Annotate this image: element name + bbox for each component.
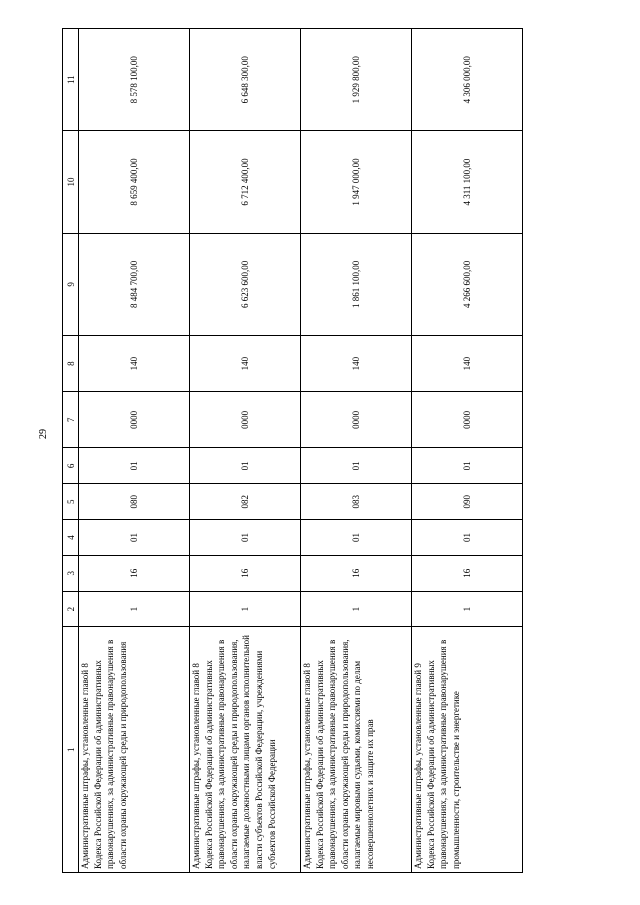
code-cell: 16 [190, 555, 301, 591]
col-header: 6 [63, 448, 79, 484]
amount-cell: 1 947 000,00 [301, 131, 412, 233]
amount-cell: 6 648 300,00 [190, 29, 301, 131]
revenue-name-cell: Административные штрафы, установленные главой 9 Кодекса Российской Федерации об административных правонарушениях, за административные правонарушения в промышленности, строительстве и энергетике [412, 627, 523, 873]
code-cell: 16 [301, 555, 412, 591]
code-cell: 090 [412, 484, 523, 520]
budget-table [62, 28, 523, 873]
table-row [412, 29, 523, 873]
col-header: 5 [63, 484, 79, 520]
col-header: 7 [63, 392, 79, 448]
col-header: 9 [63, 233, 79, 335]
code-cell: 16 [79, 555, 190, 591]
col-header: 2 [63, 591, 79, 627]
table-row [79, 29, 190, 873]
col-header: 1 [63, 627, 79, 873]
page-number: 29 [38, 429, 49, 439]
table-row [301, 29, 412, 873]
code-cell: 01 [79, 520, 190, 556]
code-cell: 140 [79, 335, 190, 391]
code-cell: 01 [190, 448, 301, 484]
code-cell: 16 [412, 555, 523, 591]
amount-cell: 1 929 800,00 [301, 29, 412, 131]
code-cell: 01 [301, 520, 412, 556]
amount-cell: 6 623 600,00 [190, 233, 301, 335]
amount-cell: 6 712 400,00 [190, 131, 301, 233]
code-cell: 140 [190, 335, 301, 391]
code-cell: 082 [190, 484, 301, 520]
code-cell: 01 [301, 448, 412, 484]
code-cell: 0000 [301, 392, 412, 448]
revenue-name-cell: Административные штрафы, установленные главой 8 Кодекса Российской Федерации об административных правонарушениях, за административные правонарушения в области охраны окружающей среды и природопользования, налагаемые должностными лицами органов исполнительной власти субъектов Российской Федерации, учреждениями субъектов Российской Федерации [190, 627, 301, 873]
code-cell: 140 [412, 335, 523, 391]
code-cell: 01 [190, 520, 301, 556]
table-row [190, 29, 301, 873]
code-cell: 01 [412, 448, 523, 484]
amount-cell: 8 578 100,00 [79, 29, 190, 131]
code-cell: 140 [301, 335, 412, 391]
amount-cell: 4 306 000,00 [412, 29, 523, 131]
amount-cell: 4 266 600,00 [412, 233, 523, 335]
col-header: 8 [63, 335, 79, 391]
rotated-page [62, 28, 523, 873]
amount-cell: 1 861 100,00 [301, 233, 412, 335]
revenue-name-cell: Административные штрафы, установленные главой 8 Кодекса Российской Федерации об административных правонарушениях, за административные правонарушения в области охраны окружающей среды и природопользования, налагаемые мировыми судьями, комиссиями по делам несовершеннолетних и защите их прав [301, 627, 412, 873]
amount-cell: 8 484 700,00 [79, 233, 190, 335]
code-cell: 0000 [412, 392, 523, 448]
amount-cell: 4 311 100,00 [412, 131, 523, 233]
col-header: 4 [63, 520, 79, 556]
col-header: 10 [63, 131, 79, 233]
revenue-name-cell: Административные штрафы, установленные главой 8 Кодекса Российской Федерации об административных правонарушениях, за административные правонарушения в области охраны окружающей среды и природопользования [79, 627, 190, 873]
code-cell: 1 [190, 591, 301, 627]
code-cell: 01 [79, 448, 190, 484]
code-cell: 0000 [190, 392, 301, 448]
code-cell: 01 [412, 520, 523, 556]
code-cell: 080 [79, 484, 190, 520]
code-cell: 083 [301, 484, 412, 520]
code-cell: 1 [301, 591, 412, 627]
amount-cell: 8 659 400,00 [79, 131, 190, 233]
code-cell: 1 [79, 591, 190, 627]
col-header: 11 [63, 29, 79, 131]
col-header: 3 [63, 555, 79, 591]
code-cell: 1 [412, 591, 523, 627]
header-row [63, 29, 79, 873]
code-cell: 0000 [79, 392, 190, 448]
